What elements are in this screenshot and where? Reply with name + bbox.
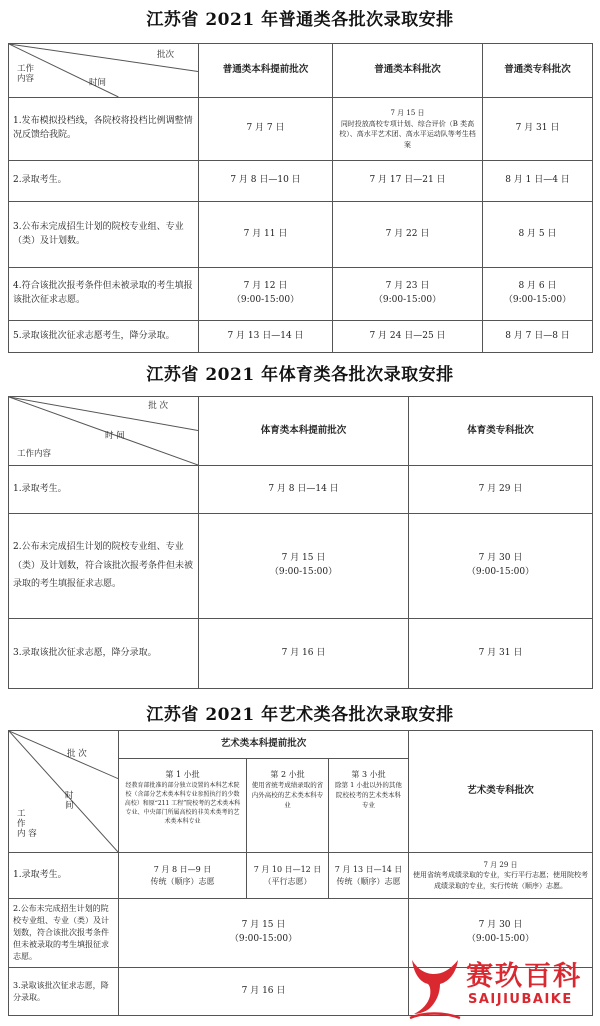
header-col-1: 体育类本科提前批次 [199,397,409,466]
corner-time-label: 时间 [89,78,107,88]
date-cell: 8 月 1 日—4 日 [483,161,593,202]
whale-tail-icon [404,948,464,1026]
work-cell: 2.公布未完成招生计划的院校专业组、专业（类）及计划数，符合该批次报考条件但未被录取的考生填报征求志愿。 [9,899,119,968]
date-cell: 7 月 12 日 （9:00-15:00） [199,268,333,321]
work-cell: 5.录取该批次征求志愿考生，降分录取。 [9,321,199,353]
sub-batch-name: 第 3 小批 [351,770,386,779]
table-row [9,98,593,161]
corner-work-label: 工作 内容 [17,64,35,85]
date-cell: 7 月 23 日 （9:00-15:00） [333,268,483,321]
date-cell: 7 月 22 日 [333,202,483,268]
table2-title: 江苏省 2021 年体育类各批次录取安排 [146,365,454,385]
sub-batch-1 [119,759,247,853]
work-cell: 1.发布模拟投档线，各院校将投档比例调整情况反馈给我院。 [9,98,199,161]
table-row [9,466,593,514]
work-cell: 4.符合该批次报考条件但未被录取的考生填报该批次征求志愿。 [9,268,199,321]
date-cell: 7 月 16 日 [119,968,409,1016]
corner-batch-label: 批 次 [67,749,87,759]
work-cell: 3.公布未完成招生计划的院校专业组、专业（类）及计划数。 [9,202,199,268]
date-cell: 7 月 7 日 [199,98,333,161]
sub-batch-desc: 经教育部批准的部分独立设置的本科艺术院校（含部分艺术类本科专业参照执行的少数高校）和原“211 工程”院校考的艺术类本科专业、中央部门所属高校的非美术类考的艺术类本科专业 [124,782,241,825]
corner-cell [9,44,199,98]
header-col-3: 普通类专科批次 [483,44,593,98]
logo-subtext: SAIJIUBAIKE [468,992,573,1007]
header-col-1: 普通类本科提前批次 [199,44,333,98]
date-cell: 7 月 30 日 （9:00-15:00） [409,514,593,619]
table-row [9,514,593,619]
date-cell: 8 月 7 日—8 日 [483,321,593,353]
date-cell: 7 月 8 日—9 日 传统（顺序）志愿 [119,853,247,899]
table-row [9,161,593,202]
sub-batch-2 [247,759,329,853]
date-cell: 7 月 8 日—14 日 [199,466,409,514]
table-row [9,268,593,321]
date-cell: 7 月 11 日 [199,202,333,268]
date-cell: 7 月 15 日 （9:00-15:00） [199,514,409,619]
corner-cell [9,731,119,853]
sub-batch-desc: 除第 1 小批以外的其他院校校考的艺术类本科专业 [335,781,402,809]
date-cell: 7 月 8 日—10 日 [199,161,333,202]
table-row [9,321,593,353]
logo-text: 赛玖百科 [466,961,582,992]
date-cell: 7 月 15 日 （9:00-15:00） [119,899,409,968]
date-cell: 7 月 31 日 [483,98,593,161]
table3-title: 江苏省 2021 年艺术类各批次录取安排 [146,705,454,725]
date-cell: 7 月 17 日—21 日 [333,161,483,202]
group-header: 艺术类本科提前批次 [119,731,409,759]
work-cell: 1.录取考生。 [9,466,199,514]
work-cell: 2.公布未完成招生计划的院校专业组、专业（类）及计划数，符合该批次报考条件但未被录取的考生填报征求志愿。 [9,514,199,619]
corner-work-label: 工 作 内 容 [17,809,37,840]
date-cell: 8 月 6 日 （9:00-15:00） [483,268,593,321]
work-cell: 2.录取考生。 [9,161,199,202]
corner-work-label: 工作内容 [17,449,52,459]
table1-title: 江苏省 2021 年普通类各批次录取安排 [146,10,454,30]
date-cell: 8 月 5 日 [483,202,593,268]
corner-batch-label: 批 次 [148,401,168,411]
sub-batch-name: 第 2 小批 [270,770,305,779]
table-row [9,619,593,689]
date-cell: 7 月 16 日 [199,619,409,689]
date-cell: 7 月 15 日 同时投放高校专项计划、综合评价（B 类高校）、高水平艺术团、高水平运动队等考生档案 [333,98,483,161]
date-cell: 7 月 13 日—14 日 [199,321,333,353]
header-col-2: 普通类本科批次 [333,44,483,98]
watermark-logo [404,948,600,1026]
table-row [9,853,593,899]
sub-batch-3 [329,759,409,853]
header-specialty: 艺术类专科批次 [409,731,593,853]
corner-time-label: 时 间 [65,791,74,812]
date-cell: 7 月 29 日 使用省统考成绩录取的专业，实行平行志愿；使用院校考成绩录取的专业，实行传统（顺序）志愿。 [409,853,593,899]
work-cell: 3.录取该批次征求志愿，降分录取。 [9,619,199,689]
work-cell: 3.录取该批次征求志愿，降分录取。 [9,968,119,1016]
date-cell: 7 月 29 日 [409,466,593,514]
corner-cell [9,397,199,466]
corner-time-label: 时 间 [105,431,125,441]
work-cell: 1.录取考生。 [9,853,119,899]
corner-batch-label: 批次 [156,50,174,60]
header-col-2: 体育类专科批次 [409,397,593,466]
date-cell: 7 月 13 日—14 日 传统（顺序）志愿 [329,853,409,899]
sub-batch-name: 第 1 小批 [165,770,200,779]
table-row [9,202,593,268]
table-sports [8,396,593,689]
sub-batch-desc: 使用省统考成绩录取的省内外高校的艺术类本科专业 [251,781,324,809]
date-cell: 7 月 10 日—12 日 （平行志愿） [247,853,329,899]
table-regular [8,43,593,353]
date-cell: 7 月 24 日—25 日 [333,321,483,353]
date-cell: 7 月 30 日 （9:00-15:00） [409,899,593,968]
date-cell: 7 月 31 日 [409,619,593,689]
